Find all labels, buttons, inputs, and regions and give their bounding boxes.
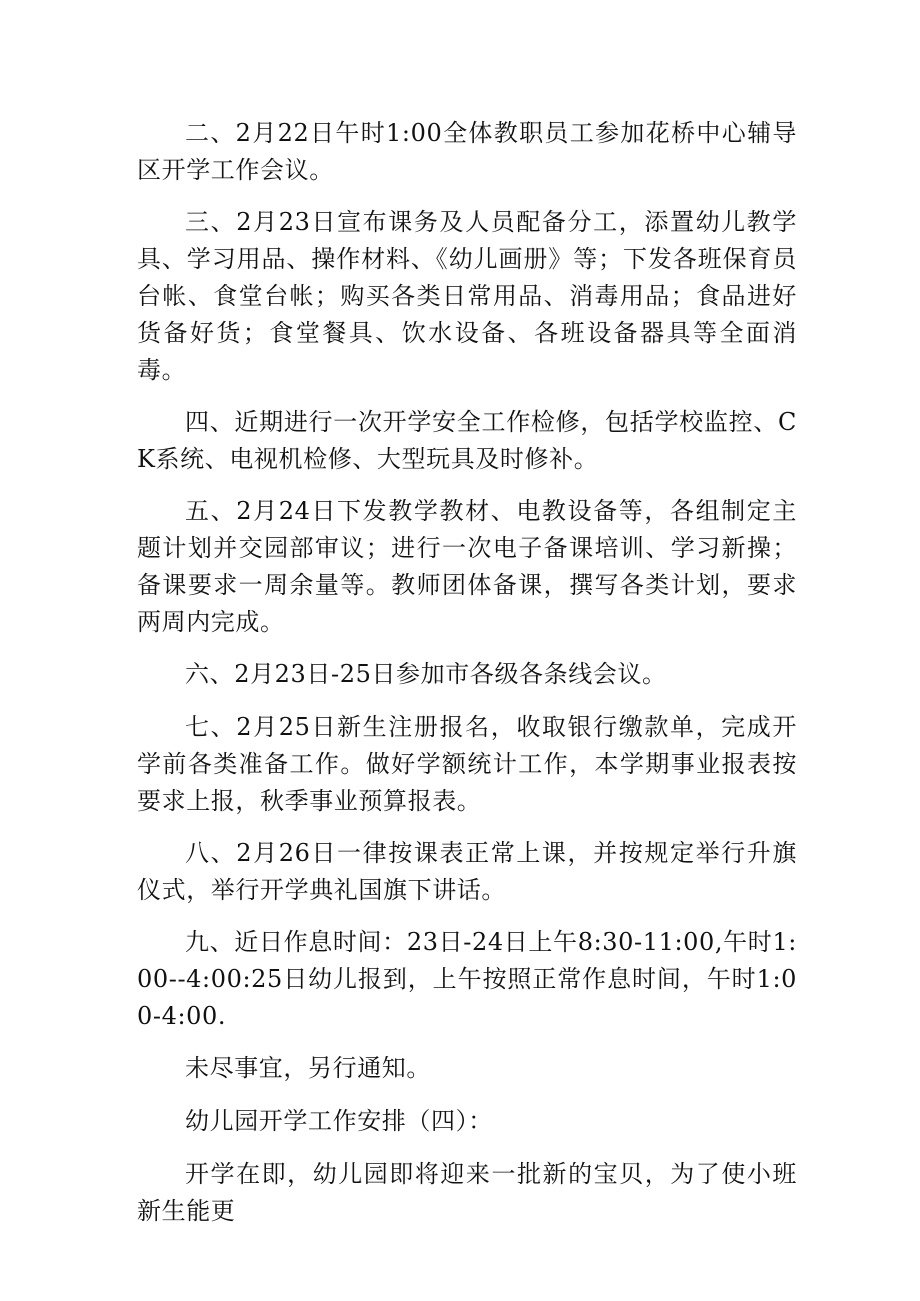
paragraph-item-7: 七、2月25日新生注册报名，收取银行缴款单，完成开学前各类准备工作。做好学额统计工作，本学期事业报表按要求上报，秋季事业预算报表。 [137,713,797,815]
document-body [137,115,797,1246]
section-heading: 幼儿园开学工作安排（四）： [185,1107,493,1135]
paragraph-item-6: 六、2月23日-25日参加市各级各条线会议。 [185,660,667,688]
paragraph-item-3: 三、2月23日宣布课务及人员配备分工，添置幼儿教学具、学习用品、操作材料、《幼儿画册》等；下发各班保育员台帐、食堂台帐；购买各类日常用品、消毒用品；食品进好货备好货；食堂餐具、饮水设备、各班设备器具等全面消毒。 [137,208,797,384]
closing-note: 未尽事宜，另行通知。 [185,1054,431,1082]
paragraph-item-9: 九、近日作息时间：23日-24日上午8:30-11:00,午时1:00--4:00:25日幼儿报到，上午按照正常作息时间，午时1:00-4:00. [137,928,797,1030]
paragraph-item-5: 五、2月24日下发教学教材、电教设备等，各组制定主题计划并交园部审议；进行一次电子备课培训、学习新操；备课要求一周余量等。教师团体备课，撰写各类计划，要求两周内完成。 [137,497,797,636]
intro-paragraph: 开学在即，幼儿园即将迎来一批新的宝贝，为了使小班新生能更 [137,1160,797,1225]
paragraph-item-4: 四、近期进行一次开学安全工作检修，包括学校监控、CK系统、电视机检修、大型玩具及时修补。 [137,408,797,473]
paragraph-item-8: 八、2月26日一律按课表正常上课，并按规定举行升旗仪式，举行开学典礼国旗下讲话。 [137,839,797,904]
paragraph-item-2: 二、2月22日午时1:00全体教职员工参加花桥中心辅导区开学工作会议。 [137,119,797,184]
